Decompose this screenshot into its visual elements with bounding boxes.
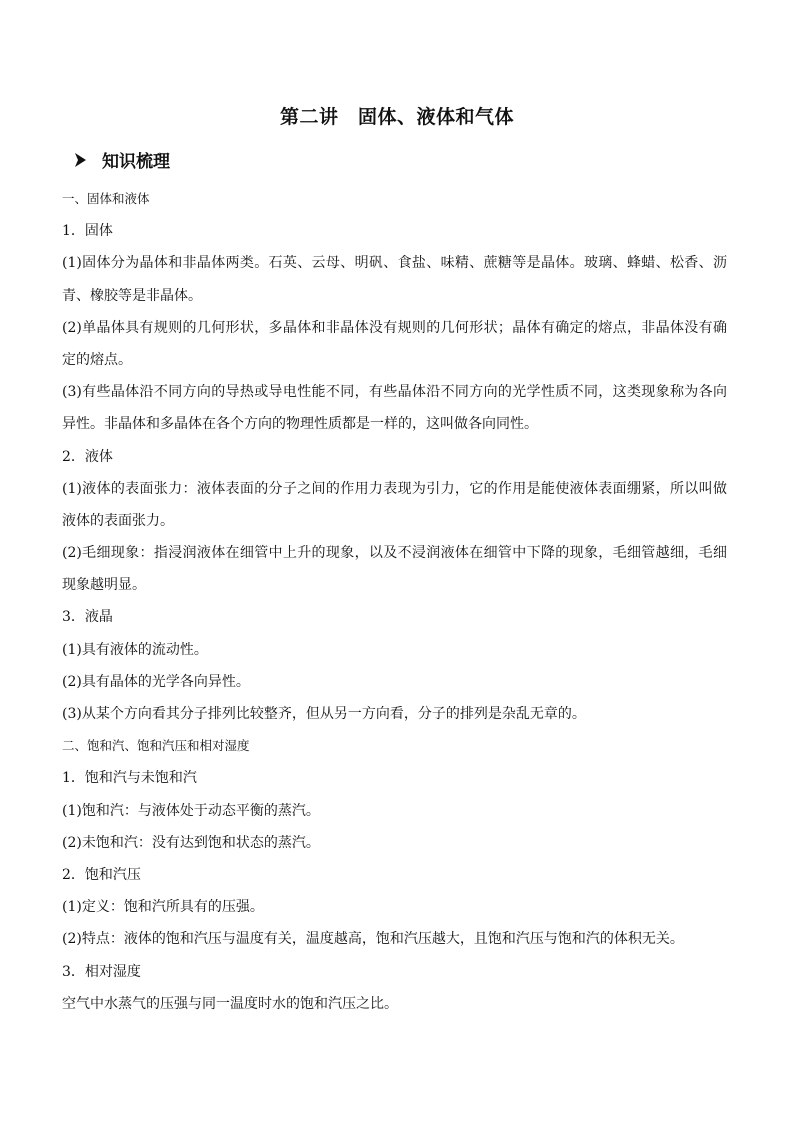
heading-solids-and-liquids: 一、固体和液体 xyxy=(62,191,150,206)
paragraph-line: 异性。非晶体和多晶体在各个方向的物理性质都是一样的，这叫做各向同性。 xyxy=(62,416,538,433)
paragraph-line: (1)具有液体的流动性。 xyxy=(62,641,208,658)
paragraph-line: (2)单晶体具有规则的几何形状，多晶体和非晶体没有规则的几何形状；晶体有确定的熔点，非晶体没有确 xyxy=(62,319,727,336)
paragraph-line: (2)具有晶体的光学各向异性。 xyxy=(62,673,250,690)
paragraph-line: (3)从某个方向看其分子排列比较整齐，但从另一方向看，分子的排列是杂乱无章的。 xyxy=(62,706,586,722)
subheading-solid: 1．固体 xyxy=(62,223,113,240)
arrowhead-bullet-icon xyxy=(72,152,88,168)
subheading-relative-humidity: 3．相对湿度 xyxy=(62,963,141,980)
paragraph-line: 青、橡胶等是非晶体。 xyxy=(62,287,202,304)
paragraph-line: 空气中水蒸气的压强与同一温度时水的饱和汽压之比。 xyxy=(62,995,398,1012)
content-body xyxy=(62,183,727,1020)
paragraph-line: (2)特点：液体的饱和汽压与温度有关，温度越高，饱和汽压越大，且饱和汽压与饱和汽的体积无关。 xyxy=(62,931,684,948)
paragraph-line: 现象越明显。 xyxy=(62,577,146,594)
paragraph-line: 定的熔点。 xyxy=(62,351,132,368)
heading-saturated-vapor: 二、饱和汽、饱和汽压和相对湿度 xyxy=(62,738,250,754)
subheading-liquid-crystal: 3．液晶 xyxy=(62,609,113,626)
paragraph-line: (2)毛细现象：指浸润液体在细管中上升的现象，以及不浸润液体在细管中下降的现象，毛细管越细，毛细 xyxy=(62,545,727,562)
paragraph-line: (1)定义：饱和汽所具有的压强。 xyxy=(62,899,264,916)
paragraph-line: 液体的表面张力。 xyxy=(62,512,174,529)
section-heading-label: 知识梳理 xyxy=(102,152,170,172)
paragraph-line: (2)未饱和汽：没有达到饱和状态的蒸汽。 xyxy=(62,834,320,851)
page-title: 第二讲 固体、液体和气体 xyxy=(279,106,514,128)
paragraph-line: (1)饱和汽：与液体处于动态平衡的蒸汽。 xyxy=(62,802,320,819)
subheading-saturated-vapor-pressure: 2．饱和汽压 xyxy=(62,866,141,883)
subheading-liquid: 2．液体 xyxy=(62,448,113,465)
subheading-saturated-unsaturated: 1．饱和汽与未饱和汽 xyxy=(62,770,197,787)
paragraph-line: (1)固体分为晶体和非晶体两类。石英、云母、明矾、食盐、味精、蔗糖等是晶体。玻璃、蜂蜡、松香、沥 xyxy=(62,255,727,272)
section-heading xyxy=(72,147,170,172)
paragraph-line: (1)液体的表面张力：液体表面的分子之间的作用力表现为引力，它的作用是能使液体表面绷紧，所以叫做 xyxy=(62,480,727,497)
paragraph-line: (3)有些晶体沿不同方向的导热或导电性能不同，有些晶体沿不同方向的光学性质不同，这类现象称为各向 xyxy=(62,384,727,401)
